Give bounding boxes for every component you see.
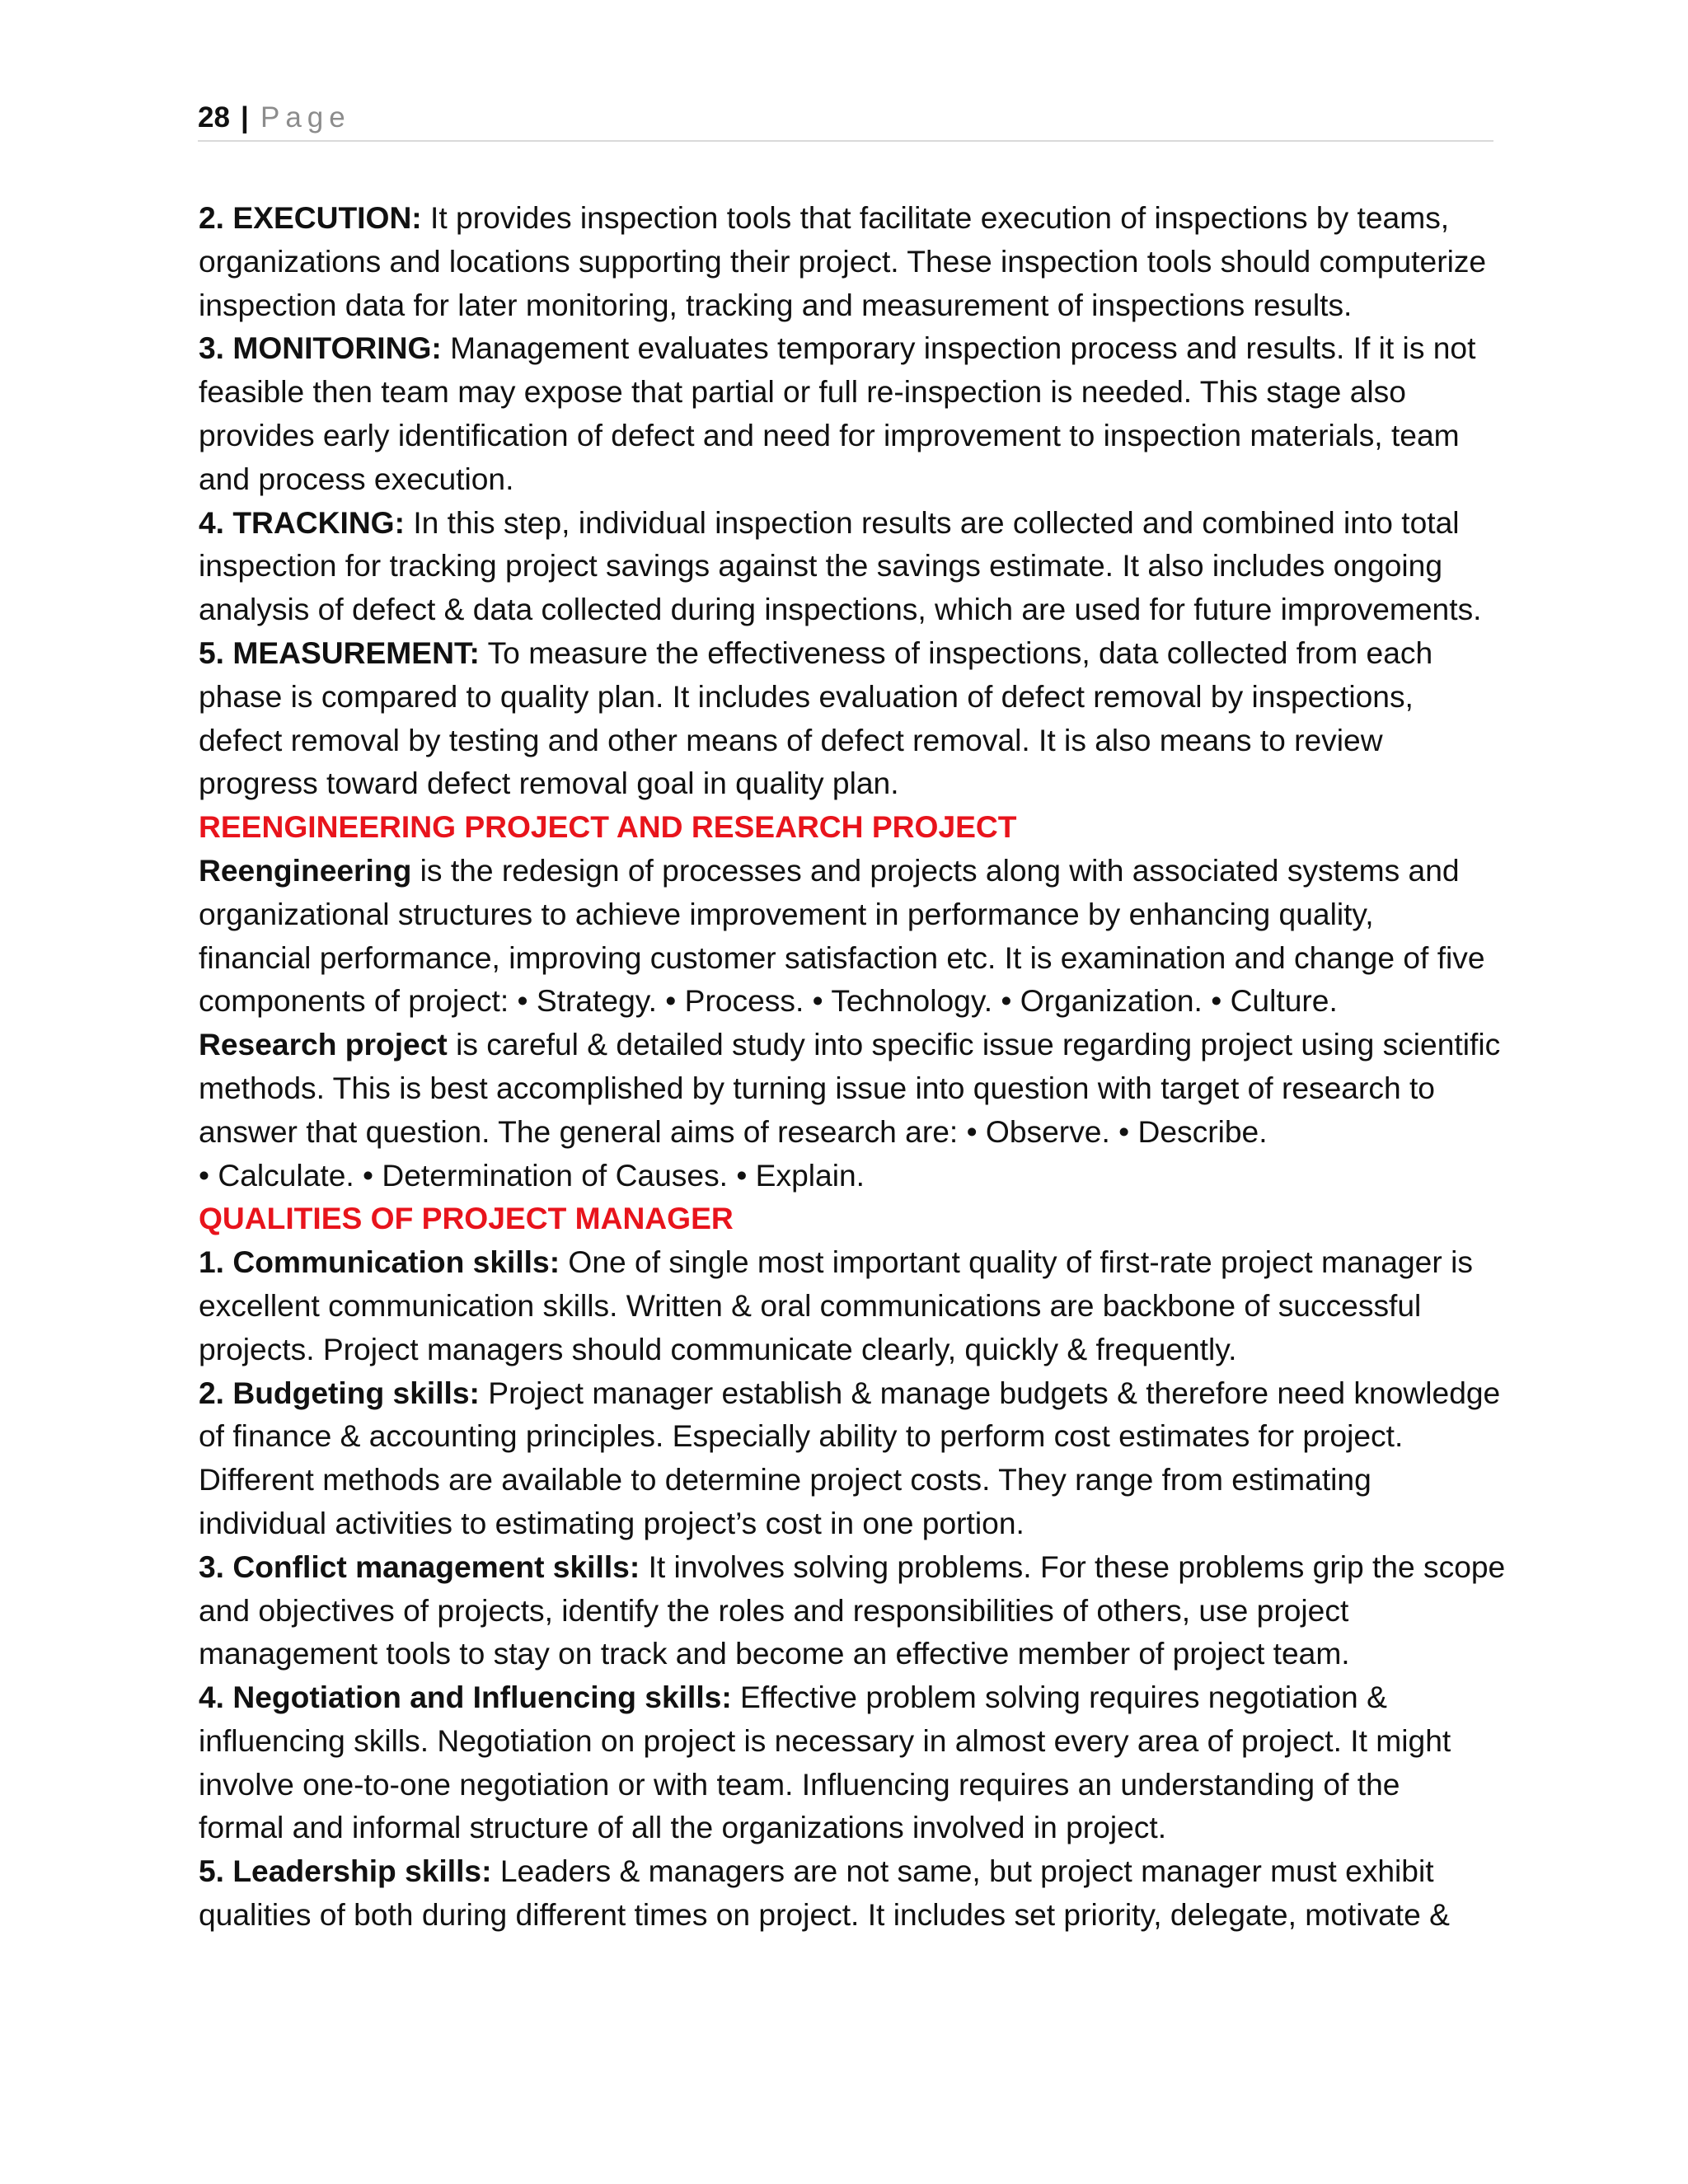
budgeting-text: Project manager establish & manage budgets & therefore need knowledge: [479, 1375, 1501, 1410]
text-line: [199, 1371, 1501, 1415]
text-line: feasible then team may expose that partial or full re-inspection is needed. This stage also: [199, 374, 1406, 410]
page-label: Page: [260, 101, 351, 134]
text-line: [199, 1675, 1501, 1719]
research-text: is careful & detailed study into specific issue regarding project using scientific: [447, 1027, 1501, 1062]
text-line: [199, 1240, 1501, 1284]
page-number: 28: [198, 101, 230, 134]
text-line: of finance & accounting principles. Especially ability to perform cost estimates for project.: [199, 1418, 1404, 1454]
text-line: [199, 1849, 1501, 1893]
negotiation-text: Effective problem solving requires negotiation &: [731, 1680, 1387, 1715]
research-term: Research project: [199, 1027, 448, 1062]
communication-paragraph: [199, 1240, 1501, 1371]
text-line: [199, 1545, 1506, 1589]
leadership-text: Leaders & managers are not same, but project manager must exhibit: [491, 1854, 1434, 1889]
text-line: and process execution.: [199, 461, 514, 496]
text-line: [199, 326, 1501, 370]
text-line: [199, 196, 1501, 240]
negotiation-title: 4. Negotiation and Influencing skills:: [199, 1680, 732, 1715]
budgeting-title: 2. Budgeting skills:: [199, 1375, 480, 1410]
execution-title: 2. EXECUTION:: [199, 200, 422, 235]
section-heading-reengineering: REENGINEERING PROJECT AND RESEARCH PROJECT: [199, 809, 1017, 845]
text-line: [199, 849, 1501, 893]
page-separator: |: [241, 101, 249, 134]
text-line: analysis of defect & data collected during inspections, which are used for future improvements.: [199, 592, 1482, 627]
measurement-text: To measure the effectiveness of inspections, data collected from each: [479, 635, 1433, 670]
measurement-paragraph: [199, 631, 1501, 805]
communication-text: One of single most important quality of first-rate project manager is: [560, 1244, 1473, 1280]
text-line: financial performance, improving customer satisfaction etc. It is examination and change of five: [199, 940, 1485, 975]
text-line: organizational structures to achieve improvement in performance by enhancing quality,: [199, 896, 1374, 931]
text-line: [199, 1023, 1501, 1066]
text-line: qualities of both during different times on project. It includes set priority, delegate, motivate &: [199, 1897, 1450, 1933]
text-line: inspection data for later monitoring, tracking and measurement of inspections results.: [199, 287, 1353, 322]
conflict-title: 3. Conflict management skills:: [199, 1549, 640, 1584]
page-header: [198, 97, 1493, 142]
conflict-paragraph: [199, 1545, 1506, 1675]
text-line: • Calculate. • Determination of Causes. • Explain.: [199, 1157, 865, 1193]
text-line: Different methods are available to determine project costs. They range from estimating: [199, 1462, 1372, 1497]
reengineering-text: is the redesign of processes and projects along with associated systems and: [411, 852, 1460, 888]
text-line: answer that question. The general aims of research are: • Observe. • Describe.: [199, 1113, 1268, 1149]
text-line: excellent communication skills. Written & oral communications are backbone of successful: [199, 1287, 1422, 1323]
text-line: [199, 631, 1501, 675]
tracking-title: 4. TRACKING:: [199, 504, 405, 540]
execution-text: It provides inspection tools that facilitate execution of inspections by teams,: [421, 200, 1450, 235]
conflict-text: It involves solving problems. For these problems grip the scope: [640, 1549, 1506, 1584]
tracking-text: In this step, individual inspection results are collected and combined into total: [404, 504, 1460, 540]
text-line: individual activities to estimating project’s cost in one portion.: [199, 1505, 1025, 1540]
text-line: and objectives of projects, identify the roles and responsibilities of others, use project: [199, 1592, 1349, 1628]
research-paragraph: [199, 1023, 1501, 1197]
text-line: influencing skills. Negotiation on project is necessary in almost every area of project. It might: [199, 1722, 1451, 1758]
text-line: involve one-to-one negotiation or with team. Influencing requires an understanding of the: [199, 1766, 1400, 1802]
communication-title: 1. Communication skills:: [199, 1244, 560, 1280]
text-line: methods. This is best accomplished by turning issue into question with target of research to: [199, 1070, 1435, 1105]
text-line: phase is compared to quality plan. It includes evaluation of defect removal by inspections,: [199, 678, 1414, 714]
monitoring-text: Management evaluates temporary inspection process and results. If it is not: [441, 330, 1476, 366]
text-line: projects. Project managers should communicate clearly, quickly & frequently.: [199, 1331, 1237, 1366]
text-line: inspection for tracking project savings against the savings estimate. It also includes ongoing: [199, 548, 1442, 583]
text-line: formal and informal structure of all the organizations involved in project.: [199, 1810, 1167, 1845]
text-line: defect removal by testing and other means of defect removal. It is also means to review: [199, 722, 1383, 757]
text-line: progress toward defect removal goal in quality plan.: [199, 766, 899, 801]
tracking-paragraph: [199, 501, 1501, 631]
text-line: [199, 501, 1501, 545]
reengineering-paragraph: [199, 849, 1501, 1023]
budgeting-paragraph: [199, 1371, 1501, 1545]
text-line: organizations and locations supporting their project. These inspection tools should computerize: [199, 243, 1487, 279]
leadership-title: 5. Leadership skills:: [199, 1854, 492, 1889]
text-line: management tools to stay on track and become an effective member of project team.: [199, 1636, 1350, 1671]
negotiation-paragraph: [199, 1675, 1501, 1849]
monitoring-paragraph: [199, 326, 1501, 500]
text-line: components of project: • Strategy. • Process. • Technology. • Organization. • Culture.: [199, 983, 1338, 1019]
reengineering-term: Reengineering: [199, 852, 412, 888]
measurement-title: 5. MEASUREMENT:: [199, 635, 480, 670]
section-heading-qualities: QUALITIES OF PROJECT MANAGER: [199, 1201, 734, 1236]
monitoring-title: 3. MONITORING:: [199, 330, 442, 366]
execution-paragraph: [199, 196, 1501, 326]
text-line: provides early identification of defect and need for improvement to inspection materials, team: [199, 417, 1460, 452]
leadership-paragraph: [199, 1849, 1501, 1937]
document-body: [199, 196, 1506, 1937]
